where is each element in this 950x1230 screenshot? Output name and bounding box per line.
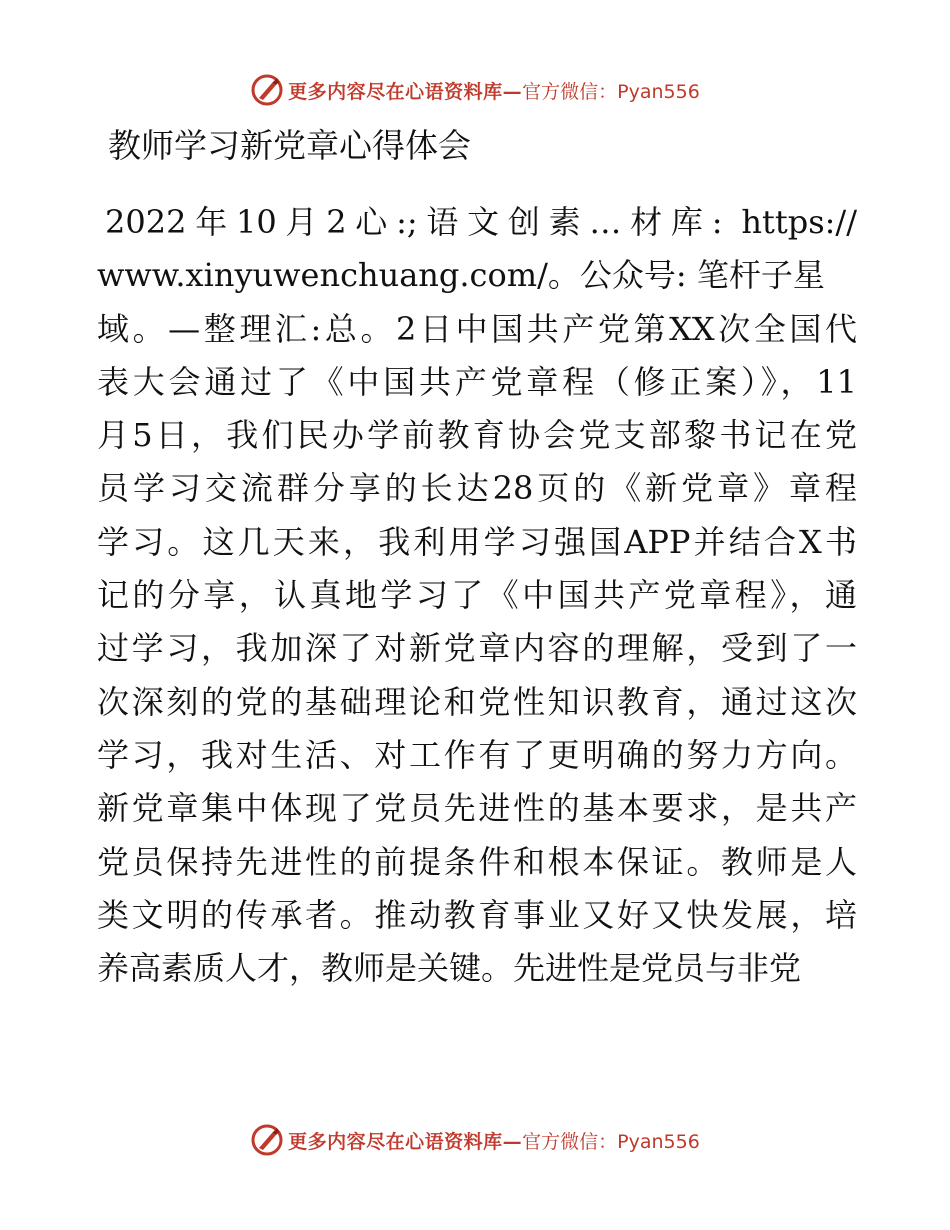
header-banner-wechat: 官方微信：Pyan556 bbox=[522, 80, 700, 103]
body-line: 养高素质人才，教师是关键。先进性是党员与非党 bbox=[97, 949, 802, 988]
body-line: 次深刻的党的基础理论和党性知识教育，通过这次 bbox=[97, 682, 857, 721]
document-title: 教师学习新党章心得体会 bbox=[108, 126, 471, 165]
header-banner-text: 更多内容尽在心语资料库— bbox=[288, 80, 523, 103]
body-line: 员学习交流群分享的长达28页的《新党章》章程 bbox=[97, 469, 857, 508]
quill-logo-icon bbox=[250, 1123, 284, 1157]
body-line: 过学习，我加深了对新党章内容的理解，受到了一 bbox=[97, 629, 857, 668]
document-body bbox=[97, 196, 857, 995]
body-line: 新党章集中体现了党员先进性的基本要求，是共产 bbox=[97, 789, 857, 828]
header-watermark-banner bbox=[0, 70, 950, 110]
quill-logo-icon bbox=[250, 73, 284, 107]
body-line: 月5日，我们民办学前教育协会党支部黎书记在党 bbox=[97, 416, 857, 455]
body-line: 类文明的传承者。推动教育事业又好又快发展，培 bbox=[97, 895, 857, 934]
body-line: 表大会通过了《中国共产党章程（修正案）》，11 bbox=[97, 362, 857, 401]
footer-banner-text: 更多内容尽在心语资料库— bbox=[288, 1130, 523, 1153]
body-line: 记的分享，认真地学习了《中国共产党章程》，通 bbox=[97, 576, 857, 615]
body-line: 学习。这几天来，我利用学习强国APP并结合X书 bbox=[97, 522, 857, 561]
body-line: 学习，我对生活、对工作有了更明确的努力方向。 bbox=[97, 735, 857, 774]
body-line: www.xinyuwenchuang.com/。公众号: 笔杆子星 bbox=[97, 256, 825, 295]
body-line: 党员保持先进性的前提条件和根本保证。教师是人 bbox=[97, 842, 857, 881]
footer-banner-wechat: 官方微信：Pyan556 bbox=[522, 1130, 700, 1153]
body-line: 域。—整理汇:总。2日中国共产党第XX次全国代 bbox=[97, 309, 857, 348]
body-line: 2022年10月2心:;语文创素…材库: https:// bbox=[105, 203, 857, 241]
footer-watermark-banner bbox=[0, 1120, 950, 1160]
